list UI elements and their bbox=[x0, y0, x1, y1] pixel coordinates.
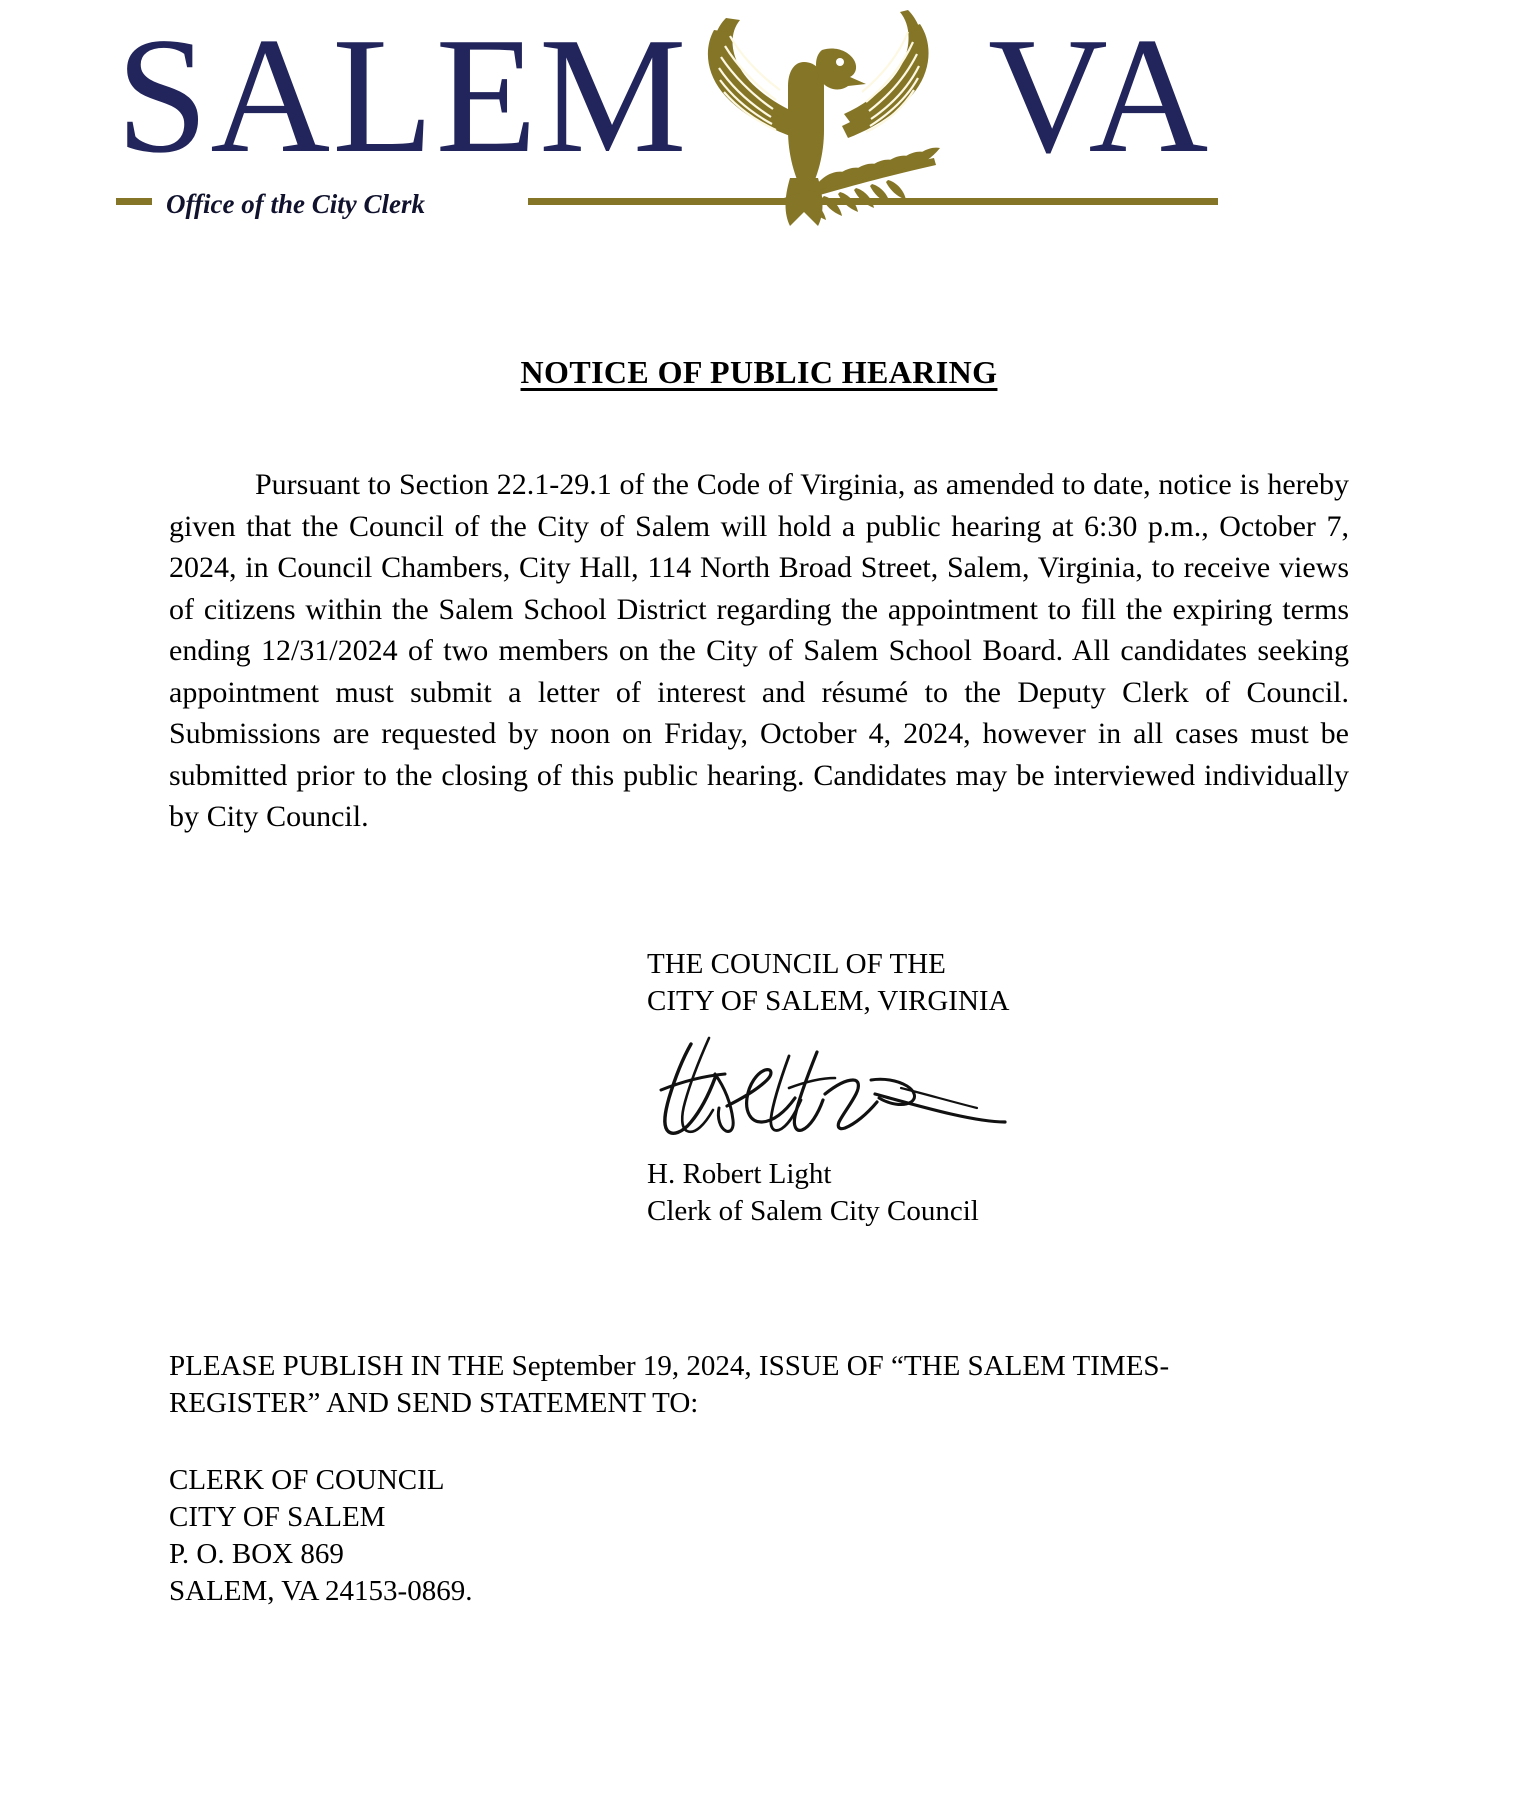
document-content bbox=[169, 352, 1349, 1610]
document-page bbox=[0, 262, 1518, 1610]
address-line-1: CLERK OF COUNCIL bbox=[169, 1463, 445, 1496]
signer-block bbox=[647, 1156, 1349, 1230]
wordmark-va: VA bbox=[988, 3, 1211, 187]
signer-name: H. Robert Light bbox=[647, 1157, 832, 1190]
address-line-4: SALEM, VA 24153-0869. bbox=[169, 1574, 473, 1607]
publish-line-2: REGISTER” AND SEND STATEMENT TO: bbox=[169, 1386, 699, 1419]
address-line-3: P. O. BOX 869 bbox=[169, 1537, 344, 1570]
council-line-1: THE COUNCIL OF THE bbox=[647, 947, 946, 980]
council-signature-heading bbox=[647, 946, 1349, 1020]
publish-instructions bbox=[169, 1348, 1299, 1422]
signer-title: Clerk of Salem City Council bbox=[647, 1194, 979, 1227]
council-line-2: CITY OF SALEM, VIRGINIA bbox=[647, 984, 1010, 1017]
letterhead bbox=[0, 0, 1518, 262]
notice-body-paragraph: Pursuant to Section 22.1-29.1 of the Code of Virginia, as amended to date, notice is hereby given that the Council of the City of Salem will hold a public hearing at 6:30 p.m., October 7, 2024, in Council Chambers, City Hall, 114 North Broad Street, Salem, Virginia, to receive views of citizens within the Salem School District regarding the appointment to fill the expiring terms ending 12/31/2024 of two members on the City of Salem School Board. All candidates seeking appointment must submit a letter of interest and résumé to the Deputy Clerk of Council. Submissions are requested by noon on Friday, October 4, 2024, however in all cases must be submitted prior to the closing of this public hearing. Candidates may be interviewed individually by City Council. bbox=[169, 468, 1349, 833]
rule-stub-left bbox=[116, 198, 152, 205]
wordmark-salem: SALEM bbox=[116, 3, 689, 187]
letterhead-inner bbox=[108, 0, 1238, 262]
letterhead-rule-row bbox=[108, 188, 1238, 228]
publish-line-1: PLEASE PUBLISH IN THE September 19, 2024, ISSUE OF “THE SALEM TIMES- bbox=[169, 1349, 1170, 1382]
handwritten-signature-icon bbox=[639, 1032, 1019, 1150]
letterhead-tagline: Office of the City Clerk bbox=[166, 189, 425, 219]
mailing-address-block bbox=[169, 1462, 1349, 1610]
address-line-2: CITY OF SALEM bbox=[169, 1500, 386, 1533]
page-title: NOTICE OF PUBLIC HEARING bbox=[520, 354, 998, 390]
rule-long-right bbox=[528, 198, 1218, 205]
